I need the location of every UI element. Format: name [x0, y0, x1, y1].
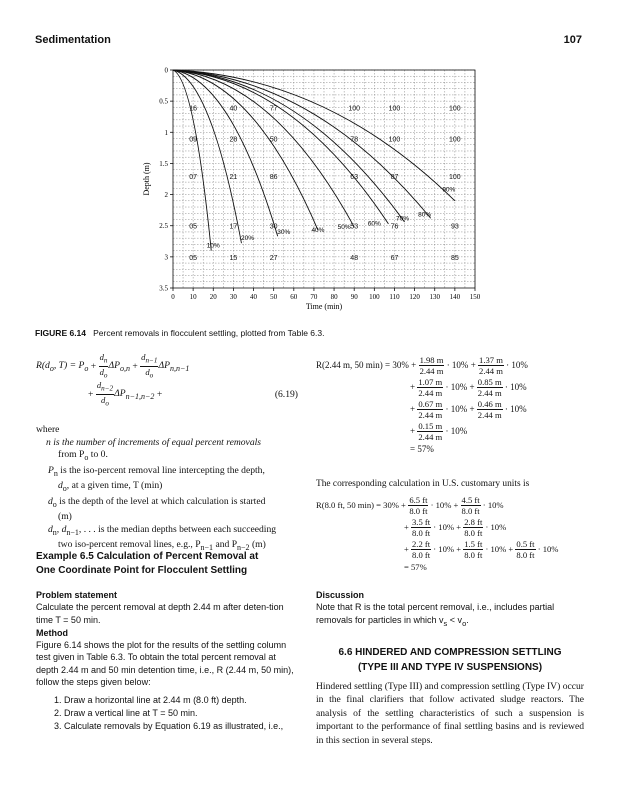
x-tick-label: 100 — [369, 293, 380, 301]
iso-removal-labels — [207, 186, 456, 249]
iso-removal-label: 50% — [337, 223, 351, 231]
x-tick-label: 40 — [250, 293, 258, 301]
removal-value: 27 — [269, 254, 278, 262]
removal-value: 100 — [449, 136, 461, 144]
method-steps — [36, 694, 298, 732]
removal-value: 93 — [450, 223, 459, 231]
removal-value: 05 — [189, 223, 198, 231]
removal-value: 50 — [269, 136, 278, 144]
removal-value: 76 — [390, 223, 399, 231]
y-tick-label: 0 — [164, 66, 168, 75]
removal-value: 17 — [229, 223, 238, 231]
iso-removal-label: 20% — [240, 235, 255, 243]
iso-removal-label: 10% — [206, 242, 220, 250]
x-tick-label: 70 — [310, 293, 318, 301]
x-tick-label: 140 — [449, 293, 461, 301]
y-tick-label: 0.5 — [159, 97, 168, 106]
x-tick-label: 150 — [469, 293, 481, 301]
removal-value: 53 — [350, 223, 359, 231]
removal-value: 100 — [388, 136, 401, 144]
removal-value: 09 — [189, 136, 198, 144]
step-item: 2. Draw a vertical line at T = 50 min. — [64, 707, 298, 720]
removal-value: 86 — [269, 173, 278, 181]
example-body — [36, 589, 298, 732]
removal-value: 07 — [189, 173, 198, 181]
problem-heading: Problem statement — [36, 590, 118, 600]
x-tick-label: 120 — [409, 293, 420, 301]
y-tick-label: 3.5 — [159, 284, 168, 293]
step-item: 1. Draw a horizontal line at 2.44 m (8.0 ft) depth. — [64, 694, 298, 707]
removal-value: 85 — [450, 254, 459, 262]
method-heading: Method — [36, 627, 68, 638]
y-tick-label: 1.5 — [159, 159, 168, 168]
y-tick-label: 3 — [164, 253, 168, 262]
figure-caption-text: Percent removals in flocculent settling, plotted from Table 6.3. — [93, 328, 325, 338]
removal-value: 16 — [189, 105, 198, 113]
x-tick-label: 20 — [209, 293, 217, 301]
iso-removal-label: 40% — [311, 226, 325, 234]
flocculent-settling-chart — [135, 62, 495, 320]
figure-label: FIGURE 6.14 — [35, 328, 87, 338]
discussion-text: Note that R is the total percent removal, i.e., includes partial removals for particles in which $v_s < v_o$. — [316, 602, 555, 628]
iso-removal-label: 60% — [367, 220, 381, 228]
y-tick-label: 1 — [164, 128, 168, 137]
x-tick-label: 10 — [189, 293, 197, 301]
x-tick-label: 50 — [270, 293, 278, 301]
removal-value: 15 — [229, 254, 238, 262]
iso-removal-label: 90% — [442, 186, 456, 194]
si-result: = 57% — [410, 444, 434, 454]
removal-value: 67 — [390, 254, 399, 262]
y-tick-label: 2.5 — [159, 222, 168, 231]
x-tick-label: 60 — [290, 293, 298, 301]
example-title: Example 6.5 Calculation of Percent Removal at One Coordinate Point for Flocculent Settling — [36, 551, 259, 576]
y-tick-label: 2 — [164, 191, 168, 200]
iso-curve — [173, 70, 318, 230]
us-intro: The corresponding calculation in U.S. customary units is — [316, 479, 530, 489]
removal-value: 100 — [449, 105, 461, 113]
removal-value: 100 — [348, 105, 361, 113]
section-title: 6.6 HINDERED AND COMPRESSION SETTLING (TYPE III AND TYPE IV SUSPENSIONS) — [338, 647, 562, 673]
section-paragraph: Hindered settling (Type III) and compression settling (Type IV) occur in the final clarifiers that follow activated sludge reactors. The analysis of the settling characteristics of such a suspension is important to the performance of final settling basins and is reviewed in this section in several steps. — [316, 681, 584, 746]
removal-value: 30 — [269, 223, 278, 231]
discussion — [316, 589, 584, 630]
x-tick-label: 130 — [429, 293, 440, 301]
running-header-title: Sedimentation — [35, 34, 111, 46]
removal-value: 40 — [229, 105, 238, 113]
x-axis-label: Time (min) — [305, 302, 343, 311]
x-tick-label: 0 — [171, 293, 175, 301]
removal-value: 48 — [350, 254, 359, 262]
discussion-heading: Discussion — [316, 590, 365, 600]
removal-value: 87 — [390, 173, 399, 181]
si-calculation: R(2.44 m, 50 min) = 30% + $\frac{1.98 m}{2.44 m}$ · 10% + $\frac{1.37 m}{2.44 m}$ · 10% + $\frac{1.07 m}{2.44 m}$ · 10% + $\frac{0.85 m}{2.44 m}$ · 10% + $\frac{0.67 m}{2.44 m}$ · 10% + $\frac{0.46 m}{2.44 m}$ · 10% + $\frac{0.15 m}{2.44 m}$ · 10% = 57% — [316, 354, 528, 454]
removal-value: 28 — [229, 136, 238, 144]
chart-grid — [173, 70, 475, 288]
iso-removal-label: 70% — [396, 215, 410, 223]
problem-text: Calculate the percent removal at depth 2.44 m after deten-tion time T = 50 min. — [36, 602, 284, 625]
removal-value: 21 — [229, 173, 238, 181]
variable-definitions: where n is the number of increments of equal percent removals from $P_o$ to 0. $P_n$ is the iso-percent removal line intercepting the depth, $d_o$, at a given time, T (min) $d_o$ is the depth of the level at which calculation is started (m) $d_n$, $d_{n-1}$, . . . is the median depths between each succeeding two iso-percent removal lines, e.g., $P_{n-1}$ and $P_{n-2}$ (m) — [36, 424, 277, 553]
page-number: 107 — [563, 34, 582, 46]
us-result: = 57% — [404, 562, 427, 572]
x-tick-label: 110 — [389, 293, 400, 301]
method-text: Figure 6.14 shows the plot for the results of the settling column test given in Table 6.3. To obtain the total percent removal at depth 2.44 m and 50 min detention time, i.e., R (2.44 m, 50 min), follow the steps given below: — [36, 640, 294, 688]
y-axis-label: Depth (m) — [142, 162, 151, 196]
us-calculation: R(8.0 ft, 50 min) = 30% + $\frac{6.5 ft}{8.0 ft}$ · 10% + $\frac{4.5 ft}{8.0 ft}$ · 10% + $\frac{3.5 ft}{8.0 ft}$ · 10% + $\frac{2.8 ft}{8.0 ft}$ · 10% + $\frac{2.2 ft}{8.0 ft}$ · 10% + $\frac{1.5 ft}{8.0 ft}$ · 10% + $\frac{0.5 ft}{8.0 ft}$ · 10% = 57% — [316, 494, 559, 572]
removal-value: 05 — [189, 254, 198, 262]
figure-caption — [35, 328, 324, 338]
removal-value: 63 — [350, 173, 359, 181]
removal-value: 77 — [269, 105, 278, 113]
equation-6-19: $R(d_o$, $T) = P_o$ + $\frac{d_n}{d_o}$ $\Delta P_{o,n}$ + $d_{n-1}$ $d_o$ $\Delta P_{n,n-1}$ + $\frac{d_{n-2}}{d_o}$ $\Delta P_{n-1,n-2}$ + (6.19) — [36, 351, 298, 408]
step-item: 3. Calculate removals by Equation 6.19 as illustrated, i.e., — [64, 720, 298, 733]
x-tick-label: 90 — [350, 293, 358, 301]
chart-ticks — [159, 67, 481, 302]
removal-value: 100 — [388, 105, 401, 113]
iso-removal-label: 30% — [277, 228, 291, 236]
equation-number: (6.19) — [274, 388, 298, 400]
removal-value: 78 — [350, 136, 359, 144]
iso-removal-label: 80% — [418, 211, 432, 219]
removal-value: 100 — [449, 173, 461, 181]
x-tick-label: 80 — [330, 293, 338, 301]
x-tick-label: 30 — [229, 293, 237, 301]
